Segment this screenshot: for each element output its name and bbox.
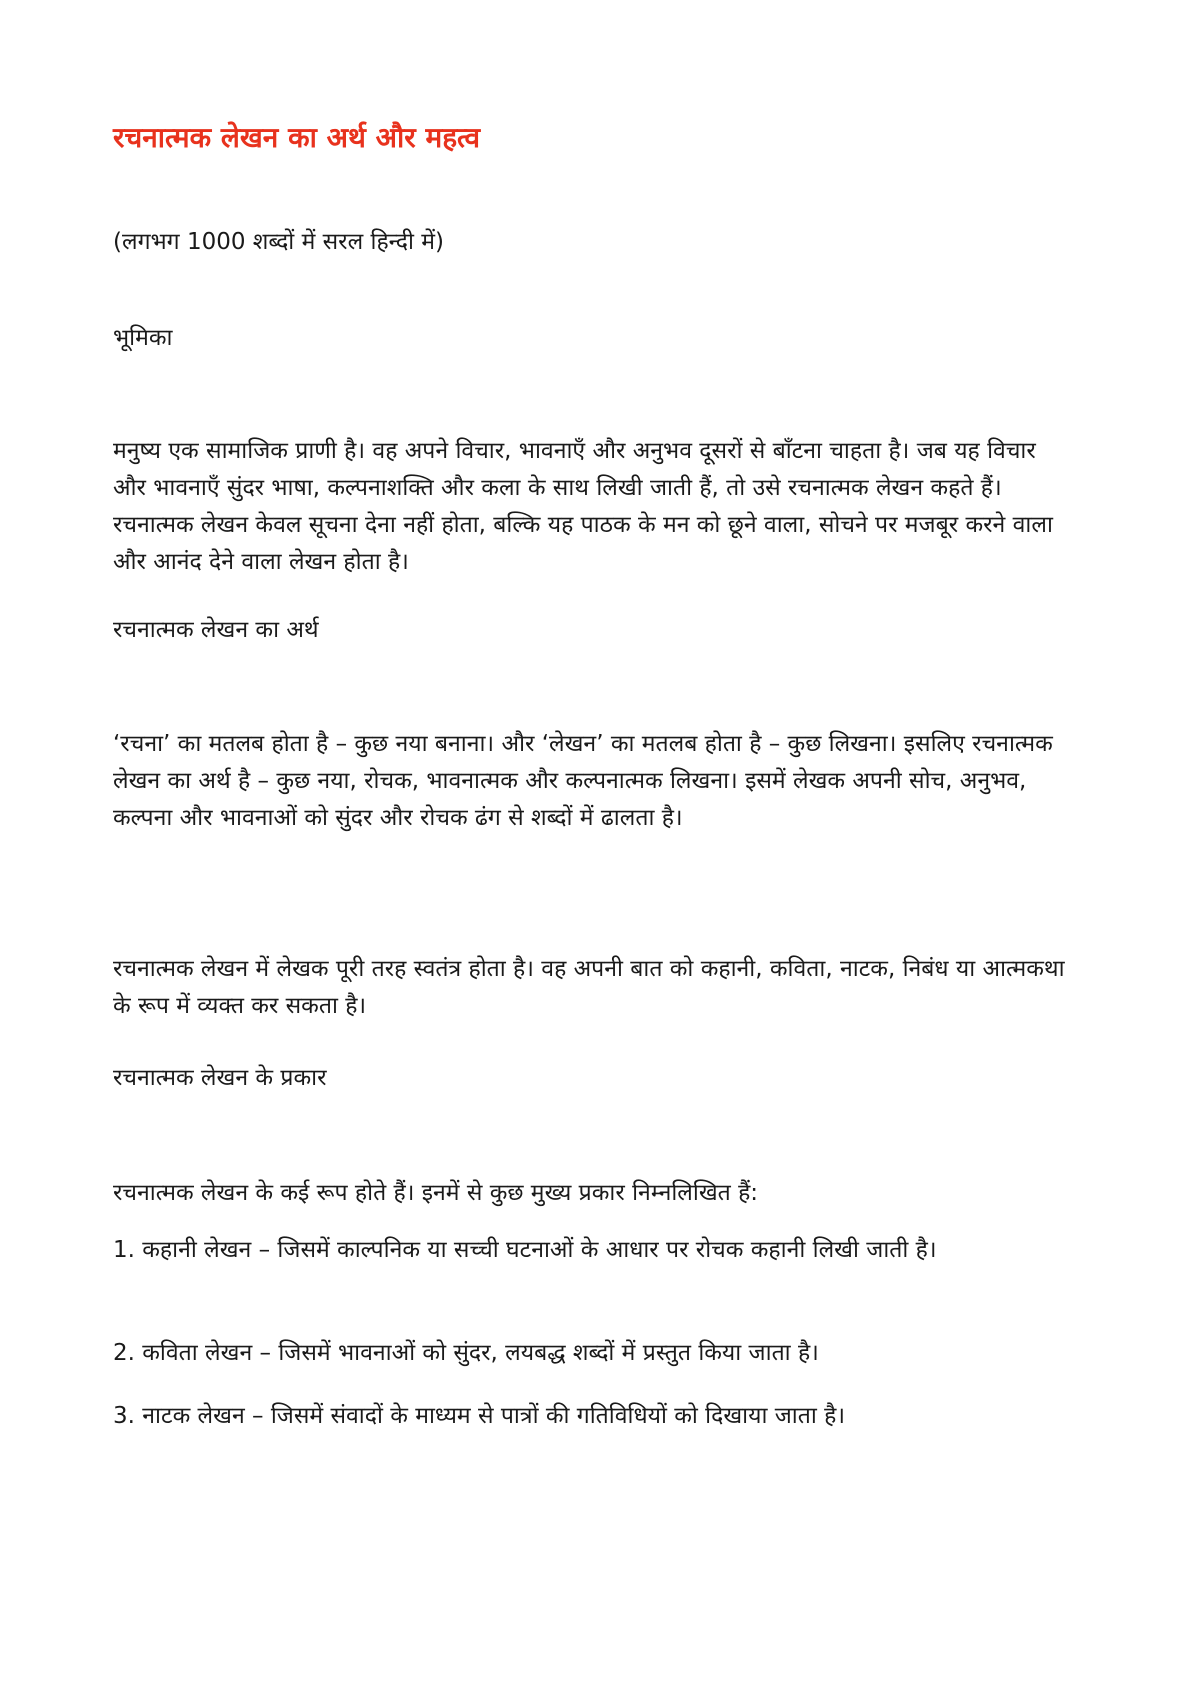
types-heading: रचनात्मक लेखन के प्रकार [113,1065,327,1091]
list-item-poetry: 2. कविता लेखन – जिसमें भावनाओं को सुंदर, लयबद्ध शब्दों में प्रस्तुत किया जाता है। [113,1340,819,1366]
list-item-story: 1. कहानी लेखन – जिसमें काल्पनिक या सच्ची घटनाओं के आधार पर रोचक कहानी लिखी जाती है। [113,1237,937,1263]
meaning-paragraph-2: रचनात्मक लेखन में लेखक पूरी तरह स्वतंत्र होता है। वह अपनी बात को कहानी, कविता, नाटक, निबंध या आत्मकथा के रूप में व्यक्त कर सकता है। [113,956,1065,1019]
length-note: (लगभग 1000 शब्दों में सरल हिन्दी में) [113,229,444,255]
meaning-heading: रचनात्मक लेखन का अर्थ [113,617,319,643]
list-item-drama: 3. नाटक लेखन – जिसमें संवादों के माध्यम से पात्रों की गतिविधियों को दिखाया जाता है। [113,1403,846,1429]
types-intro: रचनात्मक लेखन के कई रूप होते हैं। इनमें से कुछ मुख्य प्रकार निम्नलिखित हैं: [113,1180,759,1206]
intro-heading: भूमिका [113,325,173,351]
meaning-paragraph-1: ‘रचना’ का मतलब होता है – कुछ नया बनाना। और ‘लेखन’ का मतलब होता है – कुछ लिखना। इसलिए रचनात्मक लेखन का अर्थ है – कुछ नया, रोचक, भावनात्मक और कल्पनात्मक लिखना। इसमें लेखक अपनी सोच, अनुभव, कल्पना और भावनाओं को सुंदर और रोचक ढंग से शब्दों में ढालता है। [113,731,1053,831]
intro-paragraph: मनुष्य एक सामाजिक प्राणी है। वह अपने विचार, भावनाएँ और अनुभव दूसरों से बाँटना चाहता है। जब यह विचार और भावनाएँ सुंदर भाषा, कल्पनाशक्ति और कला के साथ लिखी जाती हैं, तो उसे रचनात्मक लेखन कहते हैं। रचनात्मक लेखन केवल सूचना देना नहीं होता, बल्कि यह पाठक के मन को छूने वाला, सोचने पर मजबूर करने वाला और आनंद देने वाला लेखन होता है। [113,438,1053,575]
document-title: रचनात्मक लेखन का अर्थ और महत्व [113,121,481,154]
